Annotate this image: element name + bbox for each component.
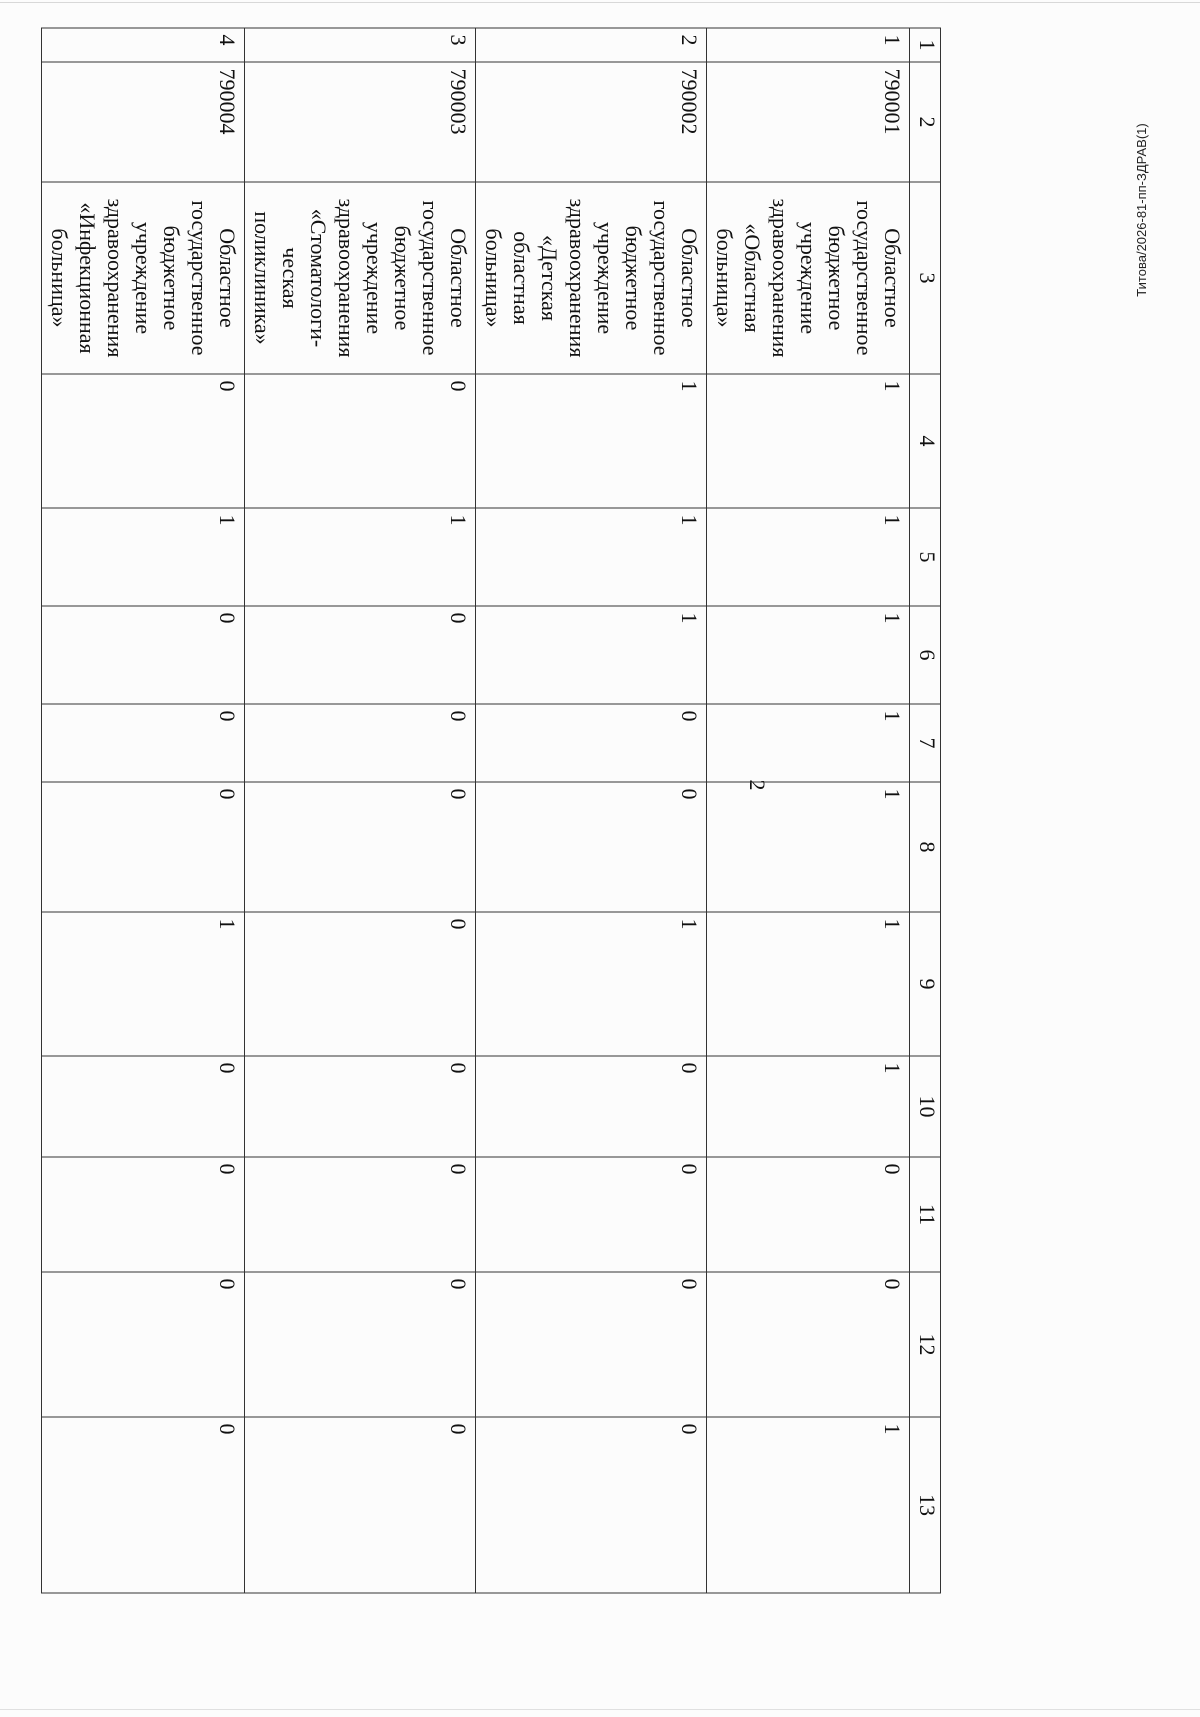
table-row	[42, 28, 245, 1593]
institution-name: Областное государственное бюджетное учреждение здравоохранения «Стоматологи-ческая поликлиника»	[245, 182, 476, 374]
value-cell: 0	[245, 1157, 476, 1272]
institution-name: Областное государственное бюджетное учреждение здравоохранения «Детская областная больница»	[476, 182, 707, 374]
value-cell: 1	[476, 374, 707, 508]
institution-name: Областное государственное бюджетное учреждение здравоохранения «Инфекционная больница»	[42, 182, 245, 374]
value-cell: 0	[476, 1417, 707, 1593]
column-number: 11	[910, 1157, 941, 1272]
institution-code: 790004	[42, 62, 245, 182]
institution-name: Областное государственное бюджетное учреждение здравоохранения «Областная больница»	[707, 182, 910, 374]
column-number: 13	[910, 1417, 941, 1593]
value-cell: 1	[476, 508, 707, 606]
value-cell: 0	[476, 704, 707, 782]
column-number: 9	[910, 912, 941, 1056]
value-cell: 0	[42, 1157, 245, 1272]
column-number-row	[910, 28, 941, 1593]
table-row	[476, 28, 707, 1593]
row-number: 1	[707, 28, 910, 62]
institution-code: 790003	[245, 62, 476, 182]
table-row	[707, 28, 910, 1593]
value-cell: 0	[707, 1272, 910, 1417]
value-cell: 0	[476, 782, 707, 912]
column-number: 7	[910, 704, 941, 782]
value-cell: 1	[707, 508, 910, 606]
value-cell: 1	[42, 912, 245, 1056]
value-cell: 0	[42, 374, 245, 508]
value-cell: 0	[42, 782, 245, 912]
value-cell: 0	[245, 1417, 476, 1593]
value-cell: 1	[42, 508, 245, 606]
row-number: 2	[476, 28, 707, 62]
value-cell: 0	[245, 374, 476, 508]
value-cell: 0	[245, 1272, 476, 1417]
column-number: 8	[910, 782, 941, 912]
registry-table	[41, 28, 941, 1594]
value-cell: 0	[245, 704, 476, 782]
value-cell: 1	[245, 508, 476, 606]
value-cell: 1	[707, 782, 910, 912]
value-cell: 1	[476, 912, 707, 1056]
value-cell: 0	[476, 1272, 707, 1417]
column-number: 10	[910, 1056, 941, 1157]
document-footer-stamp: Титова/2026-81-пп-ЗДРАВ(1)	[1134, 123, 1149, 297]
institution-code: 790002	[476, 62, 707, 182]
value-cell: 0	[476, 1056, 707, 1157]
value-cell: 1	[476, 606, 707, 704]
value-cell: 1	[707, 704, 910, 782]
column-number: 2	[910, 62, 941, 182]
value-cell: 0	[707, 1157, 910, 1272]
column-number: 1	[910, 28, 941, 62]
registry-table-rotated	[47, 28, 941, 1593]
value-cell: 1	[707, 912, 910, 1056]
value-cell: 1	[707, 606, 910, 704]
value-cell: 1	[707, 1056, 910, 1157]
column-number: 4	[910, 374, 941, 508]
institution-code: 790001	[707, 62, 910, 182]
table-row	[245, 28, 476, 1593]
value-cell: 0	[42, 1056, 245, 1157]
row-number: 4	[42, 28, 245, 62]
page-number: 2	[745, 779, 770, 791]
value-cell: 0	[42, 1272, 245, 1417]
value-cell: 1	[707, 1417, 910, 1593]
value-cell: 0	[245, 782, 476, 912]
value-cell: 0	[42, 1417, 245, 1593]
scan-top-edge	[0, 2, 1200, 3]
value-cell: 0	[245, 912, 476, 1056]
value-cell: 0	[42, 606, 245, 704]
value-cell: 0	[476, 1157, 707, 1272]
row-number: 3	[245, 28, 476, 62]
scan-bottom-edge	[0, 1709, 1200, 1710]
value-cell: 0	[42, 704, 245, 782]
value-cell: 0	[245, 1056, 476, 1157]
value-cell: 0	[245, 606, 476, 704]
column-number: 5	[910, 508, 941, 606]
value-cell: 1	[707, 374, 910, 508]
column-number: 3	[910, 182, 941, 374]
column-number: 6	[910, 606, 941, 704]
column-number: 12	[910, 1272, 941, 1417]
